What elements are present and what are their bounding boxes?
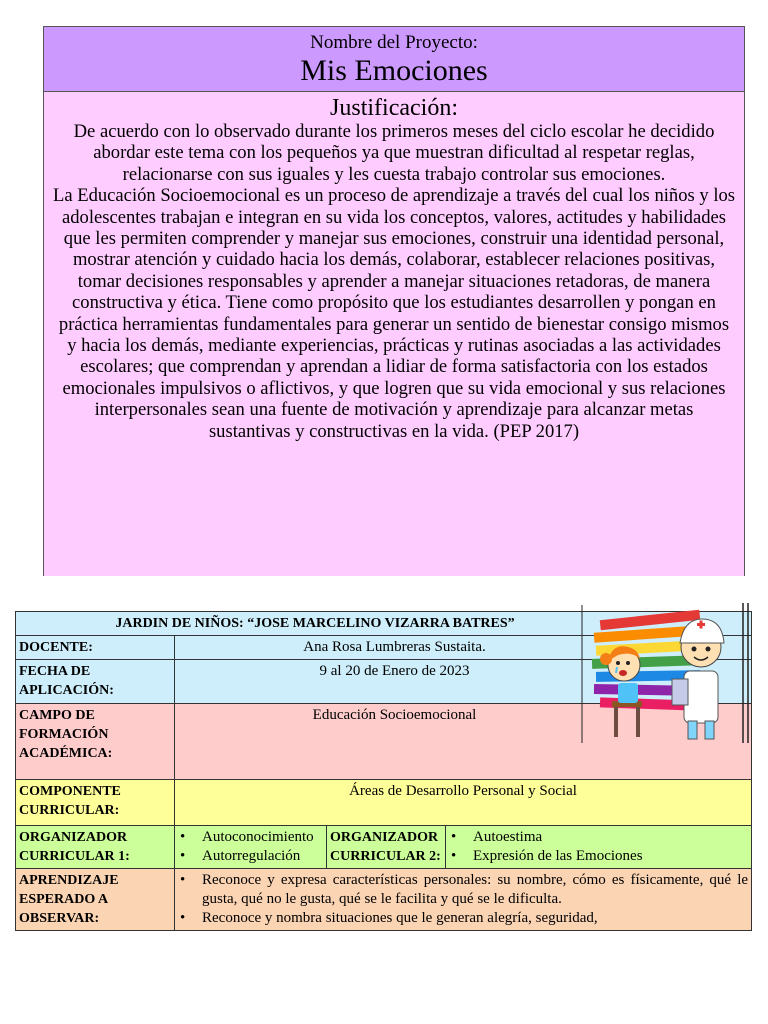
justification-paragraph-1: De acuerdo con lo observado durante los primeros meses del ciclo escolar he decidido abordar este tema con los pequeños ya que muestran dificultad al respetar reglas, relacionarse con sus iguales y les cuesta trabajo controlar sus emociones. (73, 121, 715, 185)
learning-label: APRENDIZAJE ESPERADO A OBSERVAR: (16, 869, 175, 931)
component-label: COMPONENTE CURRICULAR: (16, 780, 175, 826)
teacher-label: DOCENTE: (16, 636, 175, 660)
justification-box (43, 92, 745, 576)
organizer-1-item: • Autorregulación (178, 847, 323, 866)
organizer-2-item: • Autoestima (449, 828, 748, 847)
learning-item: • Reconoce y nombra situaciones que le generan alegría, seguridad, (178, 909, 748, 928)
date-value: 9 al 20 de Enero de 2023 (175, 660, 752, 704)
organizer-1-list (175, 826, 327, 869)
component-row (16, 780, 752, 826)
justification-paragraph-2: La Educación Socioemocional es un proceso de aprendizaje a través del cual los niños y los adolescentes trabajan e integran en su vida los conceptos, valores, actitudes y habilidades que les permiten comprender y manejar sus emociones, construir una identidad personal, mostrar atención y cuidado hacia los demás, colaborar, establecer relaciones positivas, tomar decisiones responsables y aprender a manejar situaciones retadoras, de manera constructiva y ética. Tiene como propósito que los estudiantes desarrollen y pongan en práctica herramientas fundamentales para generar un sentido de bienestar consigo mismos y hacia los demás, mediante experiencias, prácticas y rutinas asociadas a las actividades escolares; que comprendan y aprendan a lidiar de forma satisfactoria con los estados emocionales impulsivos o aflictivos, y que logren que su vida emocional y sus relaciones interpersonales sean una fuente de motivación y aprendizaje para alcanzar metas sustantivas y constructivas en la vida. (PEP 2017) (52, 185, 736, 442)
project-header (43, 26, 745, 92)
teacher-value: Ana Rosa Lumbreras Sustaita. (175, 636, 752, 660)
justification-title: Justificación: (330, 95, 458, 121)
organizer-1-label: ORGANIZADOR CURRICULAR 1: (16, 826, 175, 869)
organizer-2-label: ORGANIZADOR CURRICULAR 2: (327, 826, 446, 869)
children-doctor-illustration (572, 603, 752, 743)
organizer-row (16, 826, 752, 869)
field-value: Educación Socioemocional (175, 704, 752, 780)
school-name: JARDIN DE NIÑOS: “JOSE MARCELINO VIZARRA BATRES” (16, 612, 752, 636)
project-label: Nombre del Proyecto: (310, 32, 478, 53)
organizer-1-item: • Autoconocimiento (178, 828, 323, 847)
organizer-2-item: • Expresión de las Emociones (449, 847, 748, 866)
field-label: CAMPO DE FORMACIÓN ACADÉMICA: (16, 704, 175, 780)
organizer-2-list (446, 826, 752, 869)
date-label: FECHA DE APLICACIÓN: (16, 660, 175, 704)
learning-list (175, 869, 752, 931)
component-value: Áreas de Desarrollo Personal y Social (175, 780, 752, 826)
learning-item: • Reconoce y expresa características personales: su nombre, cómo es físicamente, qué le gusta, qué no le gusta, qué se le facilita y qué se le dificulta. (178, 871, 748, 909)
doctor-boy-icon (672, 619, 724, 739)
project-title: Mis Emociones (300, 54, 488, 87)
learning-row (16, 869, 752, 931)
